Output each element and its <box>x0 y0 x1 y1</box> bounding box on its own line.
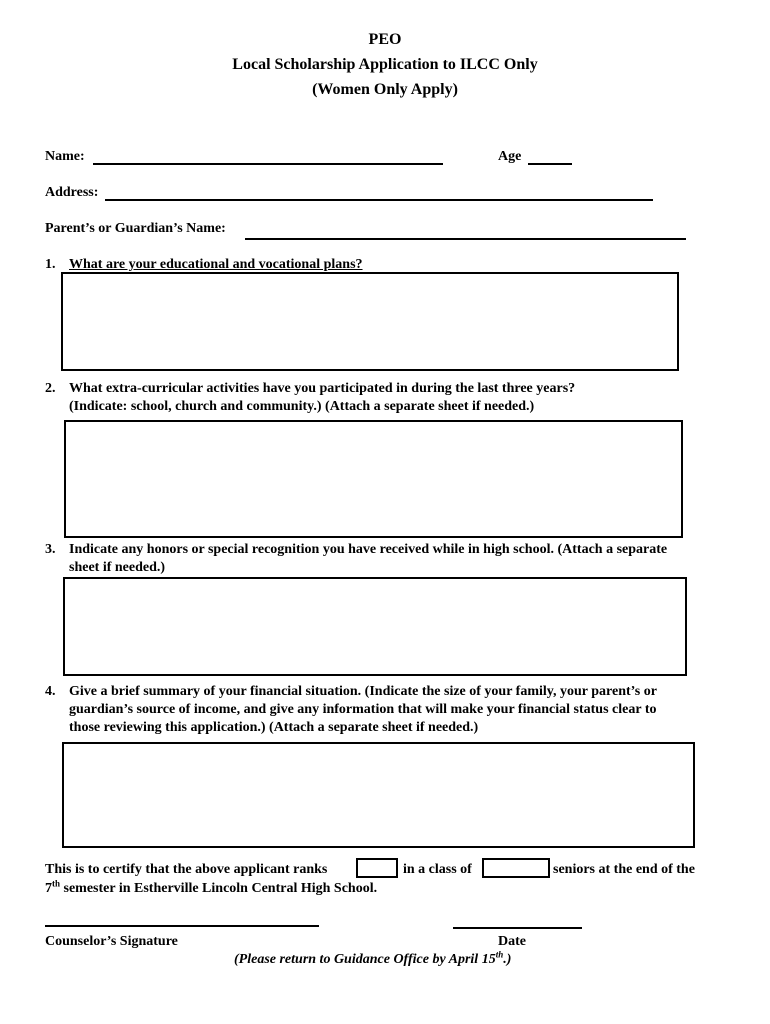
answer-box-1[interactable] <box>61 272 679 371</box>
answer-box-3[interactable] <box>63 577 687 676</box>
return-note-suffix: th <box>495 949 504 960</box>
date-label: Date <box>498 934 526 949</box>
question-3 <box>45 541 667 559</box>
question-3-line-1: Indicate any honors or special recognition you have received while in high school. (Attach a separate <box>69 542 668 557</box>
question-4-line-1: Give a brief summary of your financial situation. (Indicate the size of your family, your parent’s or <box>69 684 657 699</box>
question-4-number: 4. <box>45 684 56 699</box>
answer-box-2[interactable] <box>64 420 683 538</box>
question-4-line-2: guardian’s source of income, and give any information that will make your financial status clear to <box>69 702 657 717</box>
age-field[interactable] <box>528 163 572 165</box>
question-3-line-2: sheet if needed.) <box>69 560 166 575</box>
counselor-signature-line[interactable] <box>45 925 319 927</box>
certify-part-4: semester in Estherville Lincoln Central High School. <box>60 881 378 896</box>
form-title: Local Scholarship Application to ILCC Only <box>232 56 538 73</box>
question-1-text: What are your educational and vocational plans? <box>69 257 363 272</box>
certify-part-3: seniors at the end of the <box>553 862 695 877</box>
semester-suffix: th <box>52 878 61 889</box>
guardian-field[interactable] <box>245 238 686 240</box>
form-org: PEO <box>368 31 402 48</box>
counselor-signature-label: Counselor’s Signature <box>45 934 178 949</box>
question-4 <box>45 683 657 701</box>
return-note <box>234 951 511 969</box>
address-field[interactable] <box>105 199 653 201</box>
address-label: Address: <box>45 185 99 200</box>
name-label: Name: <box>45 149 85 164</box>
question-2-number: 2. <box>45 381 56 396</box>
question-2 <box>45 380 575 398</box>
return-note-text: (Please return to Guidance Office by April 15 <box>234 952 496 967</box>
guardian-label: Parent’s or Guardian’s Name: <box>45 221 226 236</box>
certify-line-2 <box>45 880 377 898</box>
question-1-number: 1. <box>45 257 56 272</box>
form-subtitle: (Women Only Apply) <box>312 81 458 98</box>
rank-field[interactable] <box>356 858 398 878</box>
certify-part-2: in a class of <box>403 862 472 877</box>
question-4-line-3: those reviewing this application.) (Attach a separate sheet if needed.) <box>69 720 479 735</box>
name-field[interactable] <box>93 163 443 165</box>
return-note-end: .) <box>503 952 512 967</box>
semester-number: 7 <box>45 881 52 896</box>
question-2-line-1: What extra-curricular activities have you participated in during the last three years? <box>69 381 576 396</box>
date-line[interactable] <box>453 927 582 929</box>
class-size-field[interactable] <box>482 858 550 878</box>
answer-box-4[interactable] <box>62 742 695 848</box>
certify-part-1: This is to certify that the above applicant ranks <box>45 862 328 877</box>
age-label: Age <box>498 149 522 164</box>
question-2-line-2: (Indicate: school, church and community.) (Attach a separate sheet if needed.) <box>69 399 535 414</box>
question-3-number: 3. <box>45 542 56 557</box>
